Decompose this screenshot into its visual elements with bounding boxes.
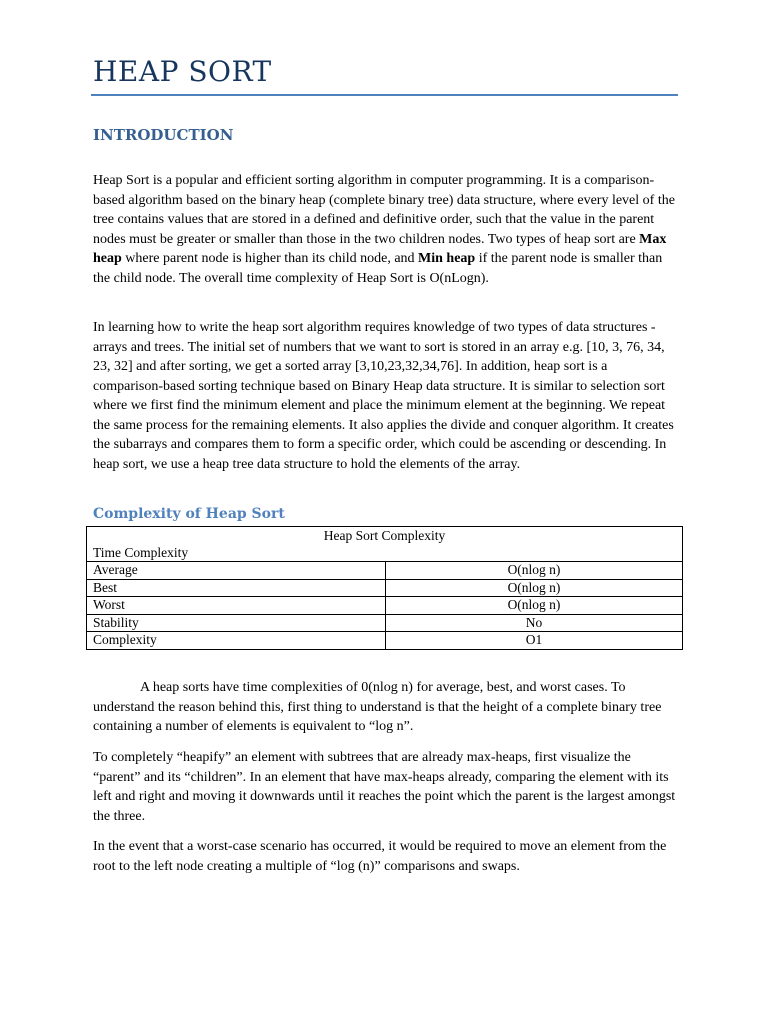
body-paragraph-4: To completely “heapify” an element with subtrees that are already max-heaps, first visualize the “parent” and its “children”. In an element that have max-heaps already, comparing the element with its left and right and moving it downwards until it reaches the point which the parent is the largest amongst the three.: [93, 750, 676, 824]
table-title: Heap Sort Complexity: [323, 528, 446, 543]
row-value: O(nlog n): [386, 579, 683, 597]
table-row: [87, 579, 683, 597]
p3-text: A heap sorts have time complexities of 0(nlog n) for average, best, and worst cases. To understand the reason behind this, first thing to understand is that the height of a complete binary tree containing a number of elements is equivalent to “log n”.: [93, 680, 662, 734]
table-row: [87, 614, 683, 632]
table-row: [87, 632, 683, 650]
body-paragraph-5: In the event that a worst-case scenario has occurred, it would be required to move an element from the root to the left node creating a multiple of “log (n)” comparisons and swaps.: [93, 839, 667, 874]
table-header-row: [87, 527, 683, 562]
row-label: Worst: [87, 597, 386, 615]
row-value: O(nlog n): [386, 597, 683, 615]
body-paragraph-3: [93, 678, 678, 737]
row-value: O(nlog n): [386, 562, 683, 580]
p1-text-b: where parent node is higher than its child node, and: [121, 251, 419, 266]
p1-text-a: Heap Sort is a popular and efficient sorting algorithm in computer programming. It is a comparison-based algorithm based on the binary heap (complete binary tree) data structure, where every level of the tree contains values that are stored in a defined and definitive order, such that the value in the parent nodes must be greater or smaller than those in the two children nodes. Two types of heap sort are: [93, 173, 675, 247]
row-label: Complexity: [87, 632, 386, 650]
title-underline: [91, 94, 678, 96]
table-row: [87, 562, 683, 580]
row-label: Best: [87, 579, 386, 597]
table-subheading: Time Complexity: [93, 544, 189, 560]
row-value: O1: [386, 632, 683, 650]
introduction-heading: INTRODUCTION: [93, 126, 234, 144]
table-header-cell: [87, 527, 683, 562]
p1-text-c: if the parent node is smaller than the child node. The overall time complexity of Heap Sort is O(nLogn).: [93, 251, 663, 286]
document-title: HEAP SORT: [93, 55, 272, 88]
table-row: [87, 597, 683, 615]
intro-paragraph-2: In learning how to write the heap sort algorithm requires knowledge of two types of data structures - arrays and trees. The initial set of numbers that we want to sort is stored in an array e.g. [10, 3, 76, 34, 23, 32] and after sorting, we get a sorted array [3,10,23,32,34,76]. In addition, heap sort is a comparison-based sorting technique based on Binary Heap data structure. It is similar to selection sort where we first find the minimum element and place the minimum element at the beginning. We repeat the same process for the remaining elements. It also applies the divide and conquer algorithm. It creates the subarrays and compares them to form a specific order, which could be ascending or descending. In heap sort, we use a heap tree data structure to hold the elements of the array.: [93, 320, 674, 472]
row-label: Stability: [87, 614, 386, 632]
complexity-table: [86, 526, 683, 650]
max-heap-term: Max heap: [93, 231, 667, 266]
complexity-heading: Complexity of Heap Sort: [93, 506, 285, 522]
row-label: Average: [87, 562, 386, 580]
min-heap-term: Min heap: [418, 251, 476, 266]
row-value: No: [386, 614, 683, 632]
intro-paragraph-1: [93, 171, 678, 288]
